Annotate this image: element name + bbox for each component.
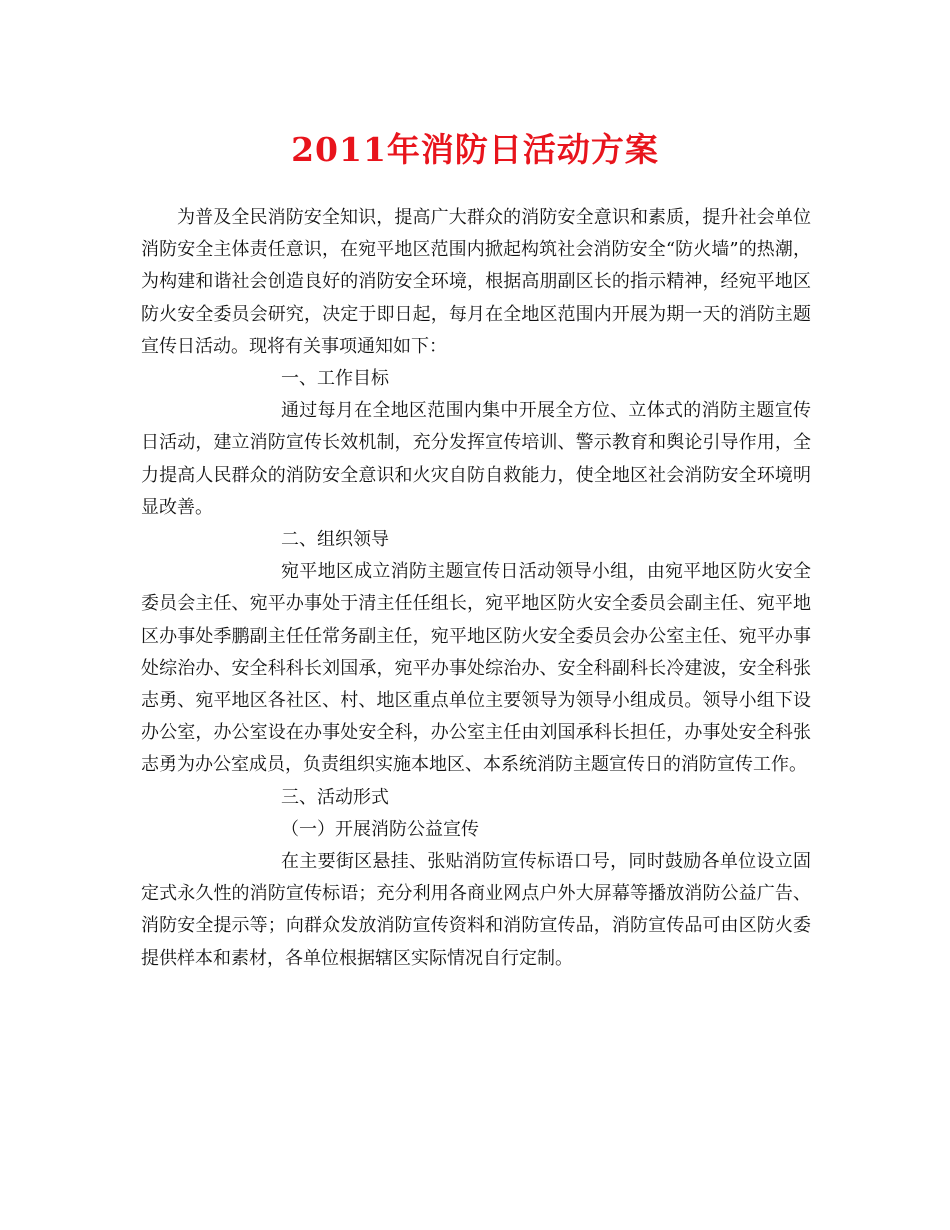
- section-heading-goals: 一、工作目标: [281, 368, 389, 390]
- subsection-text-public-promotion: 在主要街区悬挂、张贴消防宣传标语口号，同时鼓励各单位设立固定式永久性的消防宣传标语；充分利用各商业网点户外大屏幕等播放消防公益广告、消防安全提示等；向群众发放消防宣传资料和消防宣传品，消防宣传品可由区防火委提供样本和素材，各单位根据辖区实际情况自行定制。: [141, 851, 811, 969]
- document-title: 2011年消防日活动方案: [291, 130, 659, 169]
- subsection-heading-public-promotion: （一）开展消防公益宣传: [281, 818, 479, 840]
- section-text-goals: 通过每月在全地区范围内集中开展全方位、立体式的消防主题宣传日活动，建立消防宣传长效机制，充分发挥宣传培训、警示教育和舆论引导作用，全力提高人民群众的消防安全意识和火灾自防自救能力，使全地区社会消防安全环境明显改善。: [141, 400, 811, 518]
- document-body: [141, 202, 811, 975]
- section-heading-activity-form: 三、活动形式: [281, 786, 389, 808]
- section-heading-organization: 二、组织领导: [281, 529, 389, 551]
- intro-paragraph: 为普及全民消防安全知识，提高广大群众的消防安全意识和素质，提升社会单位消防安全主体责任意识，在宛平地区范围内掀起构筑社会消防安全“防火墙”的热潮，为构建和谐社会创造良好的消防安全环境，根据高朋副区长的指示精神，经宛平地区防火安全委员会研究，决定于即日起，每月在全地区范围内开展为期一天的消防主题宣传日活动。现将有关事项通知如下：: [141, 207, 811, 357]
- section-text-organization: 宛平地区成立消防主题宣传日活动领导小组，由宛平地区防火安全委员会主任、宛平办事处于清主任任组长，宛平地区防火安全委员会副主任、宛平地区办事处季鹏副主任任常务副主任，宛平地区防火安全委员会办公室主任、宛平办事处综治办、安全科科长刘国承，宛平办事处综治办、安全科副科长冷建波，安全科张志勇、宛平地区各社区、村、地区重点单位主要领导为领导小组成员。领导小组下设办公室，办公室设在办事处安全科，办公室主任由刘国承科长担任，办事处安全科张志勇为办公室成员，负责组织实施本地区、本系统消防主题宣传日的消防宣传工作。: [141, 561, 811, 776]
